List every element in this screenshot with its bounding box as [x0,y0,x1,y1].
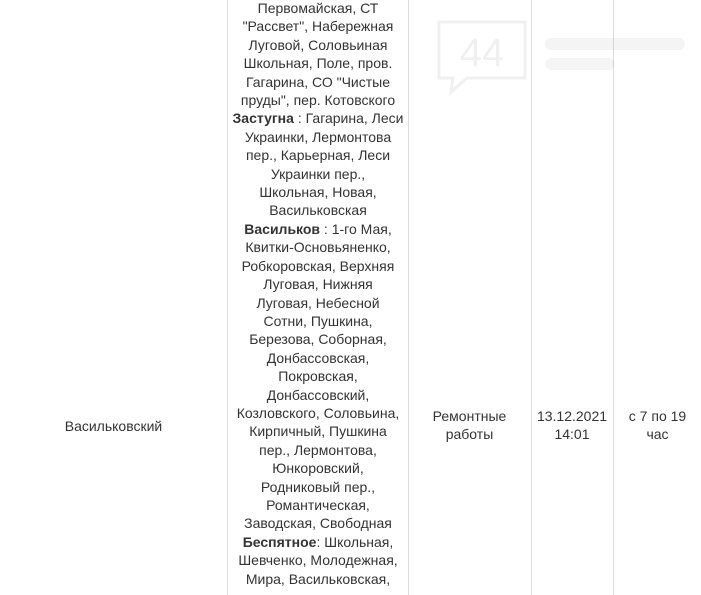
address-line: Луговая, Небесной [256,294,380,311]
address-line: Луговая, Нижняя [263,276,373,293]
outage-time-cell [614,407,701,444]
work-type-line: работы [445,426,494,443]
address-line: Луговой, Соловьиная [248,36,388,53]
locality-name: Застугна [232,110,294,127]
outage-time-line: час [646,426,669,443]
address-line: пруды", пер. Котовского [240,92,396,109]
address-line: Кирпичный, Пушкина [249,423,387,440]
locality-name: Беспятное [242,533,317,550]
address-line: Романтическая, [266,496,370,513]
address-line: Родниковый пер., [260,478,376,495]
district-name: Васильковский [64,418,163,434]
address-line: Козловского, Соловьина, [236,404,400,421]
date-cell [532,407,612,444]
date-value: 13.12.2021 [536,408,608,424]
address-line: Первомайская, СТ [257,0,379,16]
address-line: Сотни, Пушкина, [263,312,373,329]
district-cell [0,417,227,435]
locality-heading-line [229,109,407,127]
address-line: Робкоровская, Верхняя [241,257,395,274]
address-line: : 1-го Мая, [320,220,392,237]
column-divider [227,0,228,595]
address-line: Покровская, [278,368,358,385]
address-line: Украинки пер., [270,165,366,182]
column-divider [531,0,532,595]
watermark-number: 44 [459,31,505,75]
address-line: пер., Карьерная, Леси [245,147,391,164]
address-line: Квитки-Основьяненко, [245,239,391,256]
address-line: Школьная, Новая, [259,184,377,201]
work-type-line: Ремонтные [432,408,507,424]
address-line: Заводская, Свободная [244,515,392,532]
address-line: Березова, Соборная, [249,331,387,348]
address-line: Школьная, Поле, пров. [243,55,393,72]
address-line: Гагарина, СО "Чистые [245,73,391,90]
time-of-post: 14:01 [554,426,590,443]
address-line: Мира, Васильковская, [245,570,391,587]
address-line: Украинки, Лермонтова [244,128,392,145]
address-line: "Рассвет", Набережная [242,18,394,35]
address-line: Донбассовский, [266,386,370,403]
column-divider [408,0,409,595]
address-line: Васильковская [269,202,367,219]
outage-time-line: с 7 по 19 [628,408,687,424]
address-line: : Школьная, [316,533,394,550]
work-type-cell [409,407,530,444]
locality-heading-line [229,533,407,551]
addresses-cell [229,0,407,588]
locality-name: Васильков [244,220,321,237]
column-divider [613,0,614,595]
locality-heading-line [229,220,407,238]
address-line: Донбассовская, [266,349,370,366]
address-line: Шевченко, Молодежная, [238,552,398,569]
address-line: : Гагарина, Леси [293,110,404,127]
address-line: Юнкоровский, [272,460,364,477]
address-line: пер., Лермонтова, [259,441,377,458]
